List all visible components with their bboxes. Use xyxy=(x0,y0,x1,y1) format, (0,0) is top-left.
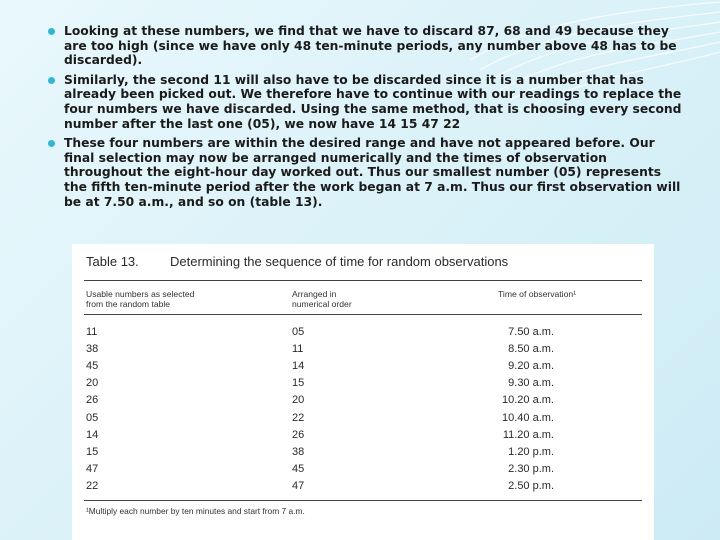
bullet-item-3 xyxy=(46,136,684,209)
table-top-rule xyxy=(84,280,642,281)
cell-ordered: 15 xyxy=(292,377,305,390)
cell-time: 1.20 p.m. xyxy=(508,445,554,458)
bullet-item-2 xyxy=(46,73,684,131)
cell-time: 2.30 p.m. xyxy=(508,462,554,475)
cell-time: 10.20 a.m. xyxy=(502,394,554,407)
cell-ordered: 22 xyxy=(292,411,305,424)
bullet-text: Similarly, the second 11 will also have to be discarded since it is a number that has already been picked out. We therefore have to continue with our readings to replace the four numbers we have discarded. Using the same method, that is choosing every second number after the last one (05), we now have 14 15 47 22 xyxy=(64,72,682,131)
column-header-line: Usable numbers as selected xyxy=(86,289,195,299)
cell-time: 9.20 a.m. xyxy=(508,360,554,373)
cell-selected: 38 xyxy=(86,343,99,356)
column-header-line: Arranged in xyxy=(292,289,337,299)
bullet-list xyxy=(46,24,684,214)
table-13-image xyxy=(72,244,654,540)
cell-time: 10.40 a.m. xyxy=(502,411,554,424)
cell-ordered: 11 xyxy=(292,343,304,356)
bullet-dot-icon xyxy=(48,77,55,84)
column-header-line: from the random table xyxy=(86,299,171,309)
cell-time: 8.50 a.m. xyxy=(508,343,554,356)
bullet-item-1 xyxy=(46,24,684,68)
bullet-text: Looking at these numbers, we find that we have to discard 87, 68 and 49 because they are too high (since we have only 48 ten-minute periods, any number above 48 has to be discarded). xyxy=(64,24,677,68)
cell-selected: 47 xyxy=(86,462,99,475)
cell-selected: 20 xyxy=(86,377,99,390)
column-header-time: Time of observation¹ xyxy=(498,289,577,299)
cell-time: 7.50 a.m. xyxy=(508,326,554,338)
cell-ordered: 26 xyxy=(292,428,305,441)
cell-selected: 05 xyxy=(86,411,99,424)
cell-ordered: 38 xyxy=(292,445,305,458)
cell-selected: 26 xyxy=(86,394,99,407)
bullet-dot-icon xyxy=(48,140,55,147)
table-title xyxy=(86,254,508,269)
cell-selected: 11 xyxy=(86,326,98,338)
column-header-line: numerical order xyxy=(292,299,352,309)
cell-selected: 15 xyxy=(86,445,99,458)
column-header-ordered xyxy=(292,289,352,309)
bullet-dot-icon xyxy=(48,28,55,35)
cell-selected: 14 xyxy=(86,428,99,441)
bullet-text: These four numbers are within the desired range and have not appeared before. Our final selection may now be arranged numerically and the times of observation throughout the eight-hour day worked out. Thus our smallest number (05) represents the fifth ten-minute period after the work began at 7 a.m. Thus our first observation will be at 7.50 a.m., and so on (table 13). xyxy=(64,136,681,209)
cell-ordered: 20 xyxy=(292,394,305,407)
table-caption: Determining the sequence of time for random observations xyxy=(170,254,509,269)
table-label: Table 13. xyxy=(86,254,139,269)
header-rule xyxy=(84,314,642,315)
table-bottom-rule xyxy=(84,500,642,501)
cell-selected: 45 xyxy=(86,360,99,373)
column-header-selected xyxy=(86,289,194,309)
cell-ordered: 14 xyxy=(292,360,305,373)
cell-ordered: 45 xyxy=(292,462,305,475)
table-footnote: ¹Multiply each number by ten minutes and start from 7 a.m. xyxy=(86,506,305,516)
cell-selected: 22 xyxy=(86,479,99,492)
cell-ordered: 05 xyxy=(292,326,305,338)
cell-time: 2.50 p.m. xyxy=(508,479,554,492)
cell-time: 9.30 a.m. xyxy=(508,377,554,390)
cell-ordered: 47 xyxy=(292,479,305,492)
cell-time: 11.20 a.m. xyxy=(502,428,554,441)
